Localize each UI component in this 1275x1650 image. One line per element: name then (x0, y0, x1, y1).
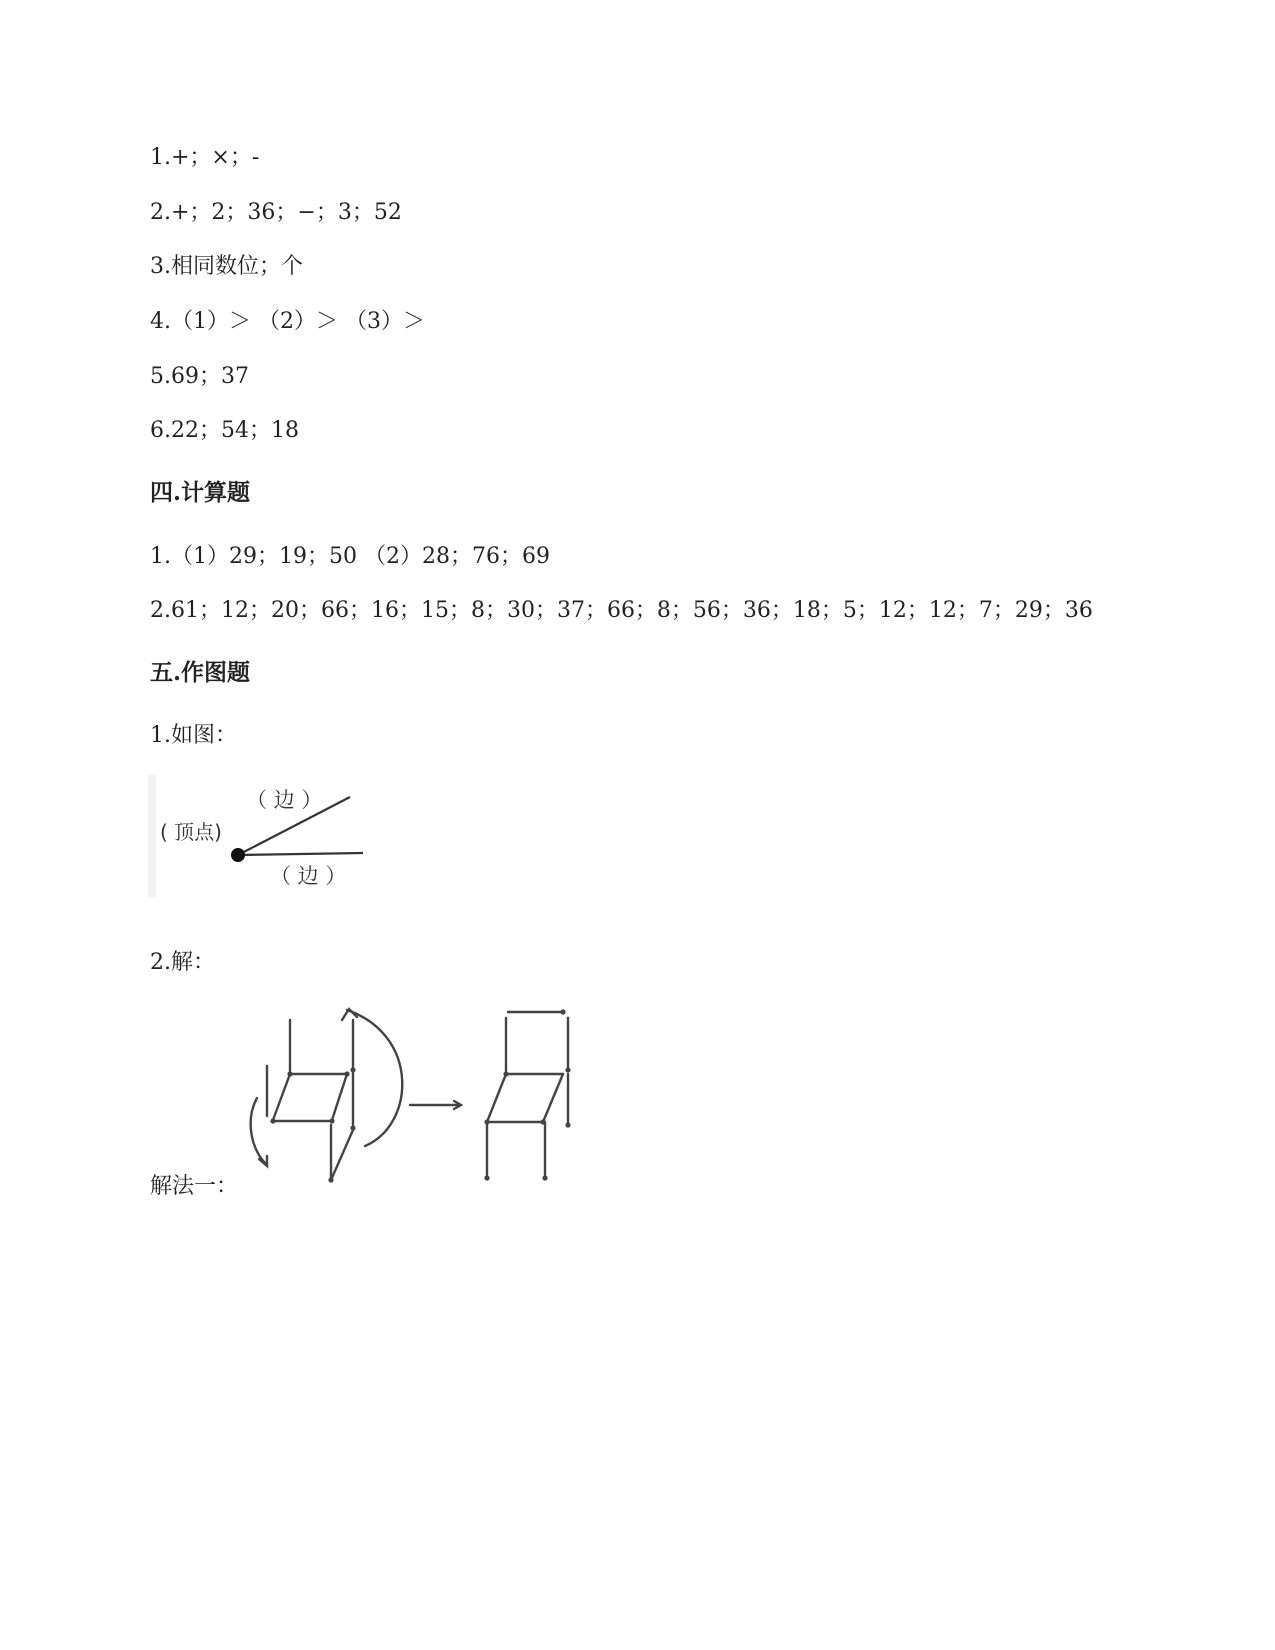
joint (565, 1067, 570, 1072)
calc-answer-line-2: 2.61；12；20；66；16；15；8；30；37；66；8；56；36；18；5；12；12；7；29；36 (150, 598, 1093, 623)
rotation-arc-right-head (342, 1009, 357, 1020)
after-seat-left (487, 1074, 506, 1122)
calc-answer-line-1: 1.（1）29；19；50 （2）28；76；69 (150, 544, 550, 569)
section-heading-calc: 四.计算题 (150, 479, 251, 506)
angle-svg (148, 775, 378, 897)
angle-figure (148, 775, 378, 897)
side-top-label: （ 边 ） (246, 788, 323, 812)
vertex-label: ( 顶点) (160, 820, 222, 844)
joint (484, 1175, 489, 1180)
joint (270, 1118, 275, 1123)
joint (350, 1067, 355, 1072)
draw-q2-label: 2.解： (150, 950, 215, 975)
rotation-arc-right (347, 1010, 402, 1146)
stick-leg-diagonal (331, 1130, 353, 1180)
answer-line-1: 1.+；×；- (150, 145, 260, 170)
joint (503, 1071, 508, 1076)
joint (350, 1125, 355, 1130)
stick-seat-right (332, 1074, 347, 1120)
after-seat-right (543, 1074, 563, 1122)
joint (287, 1071, 292, 1076)
draw-q2-method: 解法一： (150, 1174, 239, 1199)
rotation-arc-left (251, 1098, 267, 1165)
answer-line-2: 2.+；2；36；−；3；52 (150, 200, 402, 225)
joint (560, 1009, 565, 1014)
joint (484, 1119, 489, 1124)
joint (542, 1175, 547, 1180)
angle-side-bottom (238, 853, 363, 855)
joint (328, 1177, 333, 1182)
answer-line-5: 5.69；37 (150, 364, 249, 389)
chair-figure (245, 1000, 595, 1200)
joint (565, 1122, 570, 1127)
section-heading-draw: 五.作图题 (150, 659, 251, 686)
vertex-dot (231, 848, 245, 862)
joint (344, 1071, 349, 1076)
joint (540, 1119, 545, 1124)
draw-q1-label: 1.如图： (150, 723, 237, 748)
figure-edge-shade (148, 775, 156, 897)
answer-line-3: 3.相同数位；个 (150, 254, 303, 279)
stick-seat-left (273, 1074, 290, 1120)
side-bottom-label: （ 边 ） (270, 864, 347, 888)
chair-svg (245, 1000, 595, 1200)
answer-line-4: 4.（1）＞ （2）＞ （3）＞ (150, 309, 425, 334)
joint (329, 1118, 334, 1123)
answer-line-6: 6.22；54；18 (150, 418, 299, 443)
